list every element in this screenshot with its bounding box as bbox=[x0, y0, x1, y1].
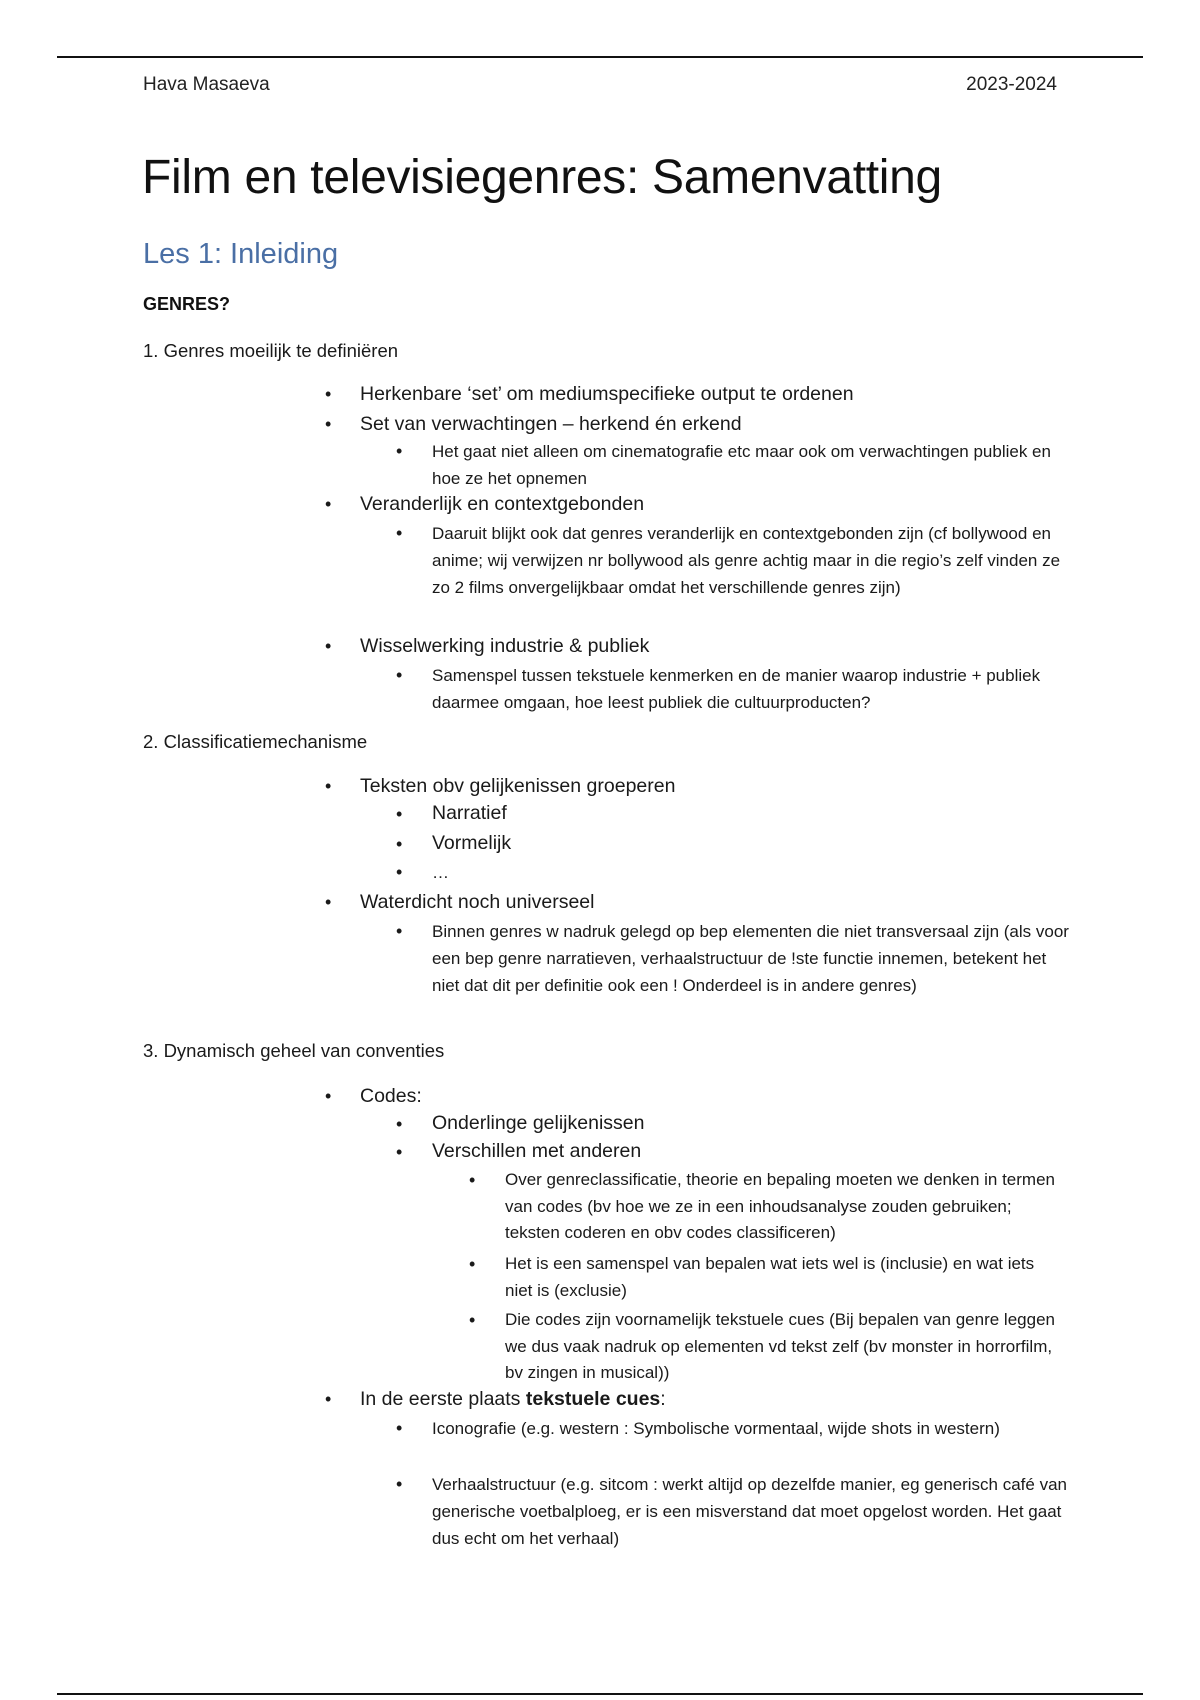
s1-item-4-sub: Samenspel tussen tekstuele kenmerken en de manier waarop industrie + publiek daarmee omgaan, hoe leest publiek die cultuurproducten? bbox=[432, 666, 1041, 712]
section-heading: GENRES? bbox=[143, 294, 231, 314]
s3-item-2-sub-1: Iconografie (e.g. western : Symbolische vormentaal, wijde shots in western) bbox=[432, 1419, 1000, 1438]
header-rule bbox=[57, 56, 1143, 58]
s2-item-2-sub: Binnen genres w nadruk gelegd op bep elementen die niet transversaal zijn (als voor een bep genre narratieven, verhaalstructuur de !ste functie innemen, betekent het niet dat dit per definitie ook een ! Onderdeel is in andere genres) bbox=[432, 922, 1069, 995]
s1-item-4: Wisselwerking industrie & publiek bbox=[360, 635, 650, 657]
s2-item-1-sub-3: … bbox=[432, 863, 449, 882]
bullet-icon: • bbox=[325, 384, 332, 404]
s3-item-2 bbox=[360, 1388, 666, 1411]
s2-item-1: Teksten obv gelijkenissen groeperen bbox=[360, 775, 676, 797]
bullet-icon: • bbox=[325, 1086, 332, 1106]
bullet-icon: • bbox=[469, 1310, 476, 1330]
document-title: Film en televisiegenres: Samenvatting bbox=[142, 151, 942, 204]
bullet-icon: • bbox=[325, 494, 332, 514]
bullet-icon: • bbox=[396, 523, 403, 543]
s1-item-3: Veranderlijk en contextgebonden bbox=[360, 493, 645, 515]
s3-item-1: Codes: bbox=[360, 1085, 422, 1107]
s1-item-3-sub: Daaruit blijkt ook dat genres veranderlijk en contextgebonden zijn (cf bollywood en anime; wij verwijzen nr bollywood als genre achtig maar in die regio’s zelf vinden ze zo 2 films onvergelijkbaar omdat het verschillende genres zijn) bbox=[432, 524, 1061, 597]
bullet-icon: • bbox=[396, 1114, 403, 1134]
bullet-icon: • bbox=[396, 1474, 403, 1494]
bullet-icon: • bbox=[469, 1170, 476, 1190]
bullet-icon: • bbox=[396, 921, 403, 941]
s3-item-2-text: In de eerste plaats bbox=[360, 1388, 526, 1410]
s3-item-1-sub-2-a: Over genreclassificatie, theorie en bepaling moeten we denken in termen van codes (bv hoe we ze in een inhoudsanalyse zouden gebruiken; teksten coderen en obv codes classificeren) bbox=[505, 1170, 1055, 1242]
bullet-icon: • bbox=[325, 1389, 332, 1409]
s3-item-1-sub-2-b: Het is een samenspel van bepalen wat iets wel is (inclusie) en wat iets niet is (exclusie) bbox=[505, 1254, 1035, 1300]
bullet-icon: • bbox=[469, 1254, 476, 1274]
s3-item-1-sub-2: Verschillen met anderen bbox=[432, 1140, 642, 1162]
s1-item-2: Set van verwachtingen – herkend én erkend bbox=[360, 413, 742, 435]
section-2-title: 2. Classificatiemechanisme bbox=[143, 731, 368, 752]
bullet-icon: • bbox=[396, 804, 403, 824]
bullet-icon: • bbox=[396, 1418, 403, 1438]
s3-item-2-colon: : bbox=[660, 1388, 666, 1410]
section-1-title: 1. Genres moeilijk te definiëren bbox=[143, 340, 399, 361]
bullet-icon: • bbox=[396, 834, 403, 854]
bullet-icon: • bbox=[396, 665, 403, 685]
lesson-heading: Les 1: Inleiding bbox=[143, 238, 339, 270]
bullet-icon: • bbox=[325, 892, 332, 912]
bullet-icon: • bbox=[325, 776, 332, 796]
s1-item-2-sub: Het gaat niet alleen om cinematografie etc maar ook om verwachtingen publiek en hoe ze het opnemen bbox=[432, 442, 1051, 488]
bullet-icon: • bbox=[396, 862, 403, 882]
s2-item-1-sub-1: Narratief bbox=[432, 802, 507, 824]
bullet-icon: • bbox=[396, 441, 403, 461]
s3-item-2-bold: tekstuele cues bbox=[525, 1388, 661, 1410]
bullet-icon: • bbox=[325, 636, 332, 656]
s2-item-1-sub-2: Vormelijk bbox=[432, 832, 512, 854]
bullet-icon: • bbox=[396, 1142, 403, 1162]
s2-item-2: Waterdicht noch universeel bbox=[360, 891, 595, 913]
academic-year: 2023-2024 bbox=[966, 74, 1057, 95]
s1-item-1: Herkenbare ‘set’ om mediumspecifieke output te ordenen bbox=[360, 383, 854, 405]
author-name: Hava Masaeva bbox=[143, 74, 270, 95]
s3-item-1-sub-2-c: Die codes zijn voornamelijk tekstuele cues (Bij bepalen van genre leggen we dus vaak nadruk op elementen vd tekst zelf (bv monster in horrorfilm, bv zingen in musical)) bbox=[505, 1310, 1055, 1382]
s3-item-1-sub-1: Onderlinge gelijkenissen bbox=[432, 1112, 645, 1134]
section-3-title: 3. Dynamisch geheel van conventies bbox=[143, 1040, 445, 1061]
footer-rule bbox=[57, 1693, 1143, 1695]
bullet-icon: • bbox=[325, 414, 332, 434]
s3-item-2-sub-2: Verhaalstructuur (e.g. sitcom : werkt altijd op dezelfde manier, eg generisch café van generische voetbalploeg, er is een misverstand dat moet opgelost worden. Het gaat dus echt om het verhaal) bbox=[432, 1475, 1067, 1548]
